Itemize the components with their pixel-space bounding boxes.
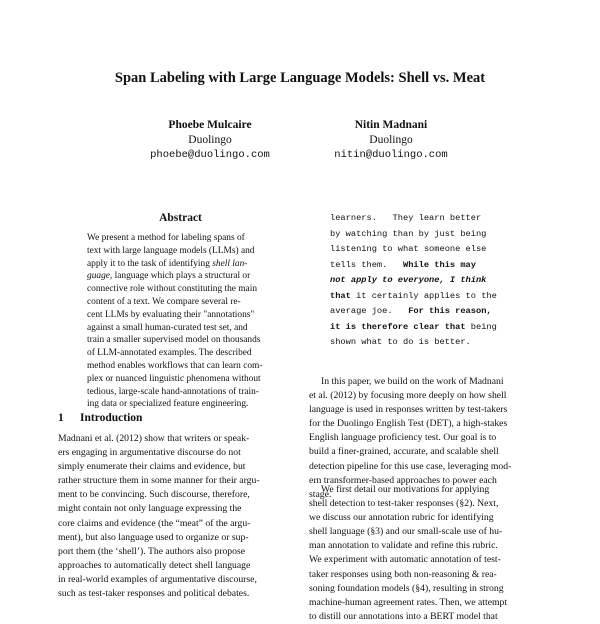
section-number: 1 xyxy=(58,412,64,424)
text-line: taker responses using both non-reasoning & rea- xyxy=(309,568,497,580)
shell-span: While this may xyxy=(403,259,476,270)
quote-line xyxy=(330,273,560,289)
section-heading-introduction xyxy=(58,412,142,424)
text-line: We experiment with automatic annotation of test- xyxy=(309,554,501,566)
section-title: Introduction xyxy=(80,412,143,424)
quote-line: that it certainly applies to the xyxy=(330,290,497,301)
author-name: Phoebe Mulcaire xyxy=(168,119,252,131)
author-affiliation: Duolingo xyxy=(369,134,413,146)
abstract-line: apply it to the task of identifying shell lan- xyxy=(87,258,248,269)
author-block-1 xyxy=(110,118,310,163)
abstract-line: tedious, large-scale hand-annotations of train- xyxy=(87,386,259,397)
shell-span: that xyxy=(330,290,351,301)
text-line: for the Duolingo English Test (DET), a high-stakes xyxy=(309,418,508,430)
abstract-line: cent LLMs by evaluating their "annotations" xyxy=(87,309,255,320)
abstract-emphasis: shell lan- xyxy=(212,258,248,269)
quote-line: average joe. For this reason, xyxy=(330,306,492,316)
abstract-line: plex or nuanced linguistic phenomena without xyxy=(87,373,261,384)
text-line: detection pipeline for this use case, leveraging mod- xyxy=(309,460,512,472)
shell-span: For this reason, xyxy=(408,306,492,316)
abstract-line: guage, language which plays a structural or xyxy=(87,271,251,282)
example-quote-block xyxy=(330,211,560,351)
quote-line: learners. They learn better xyxy=(330,213,482,223)
abstract-line: ing data or specialized feature engineering. xyxy=(87,399,249,410)
text-line: soning foundation models (§4), resulting in strong xyxy=(309,582,504,594)
text-line: Madnani et al. (2012) show that writers or speak- xyxy=(58,433,250,444)
text-line: approaches to automatically detect shell language xyxy=(58,559,251,571)
shell-span: not apply to everyone, I think xyxy=(330,275,487,285)
quote-line: it is therefore clear that being xyxy=(330,321,497,332)
text-line: core claims and evidence (the “meat” of the argu- xyxy=(58,517,251,529)
abstract-line: We present a method for labeling spans of xyxy=(87,233,245,243)
author-affiliation: Duolingo xyxy=(188,134,232,146)
abstract-line: method enables workflows that can learn com- xyxy=(87,360,263,371)
text-line: language is used in responses written by test-takers xyxy=(309,404,508,416)
text-line: English language proficiency test. Our goal is to xyxy=(309,432,497,444)
introduction-paragraph xyxy=(58,432,303,601)
text-line: ern transformer-based approaches to power each xyxy=(309,474,497,486)
abstract-line: against a small human-curated test set, and xyxy=(87,322,248,333)
text-line: to distill our annotations into a BERT model that xyxy=(309,610,498,622)
abstract-line: connective role without constituting the main xyxy=(87,284,258,295)
paragraph-2 xyxy=(309,483,554,624)
abstract-line: text with large language models (LLMs) and xyxy=(87,245,255,256)
abstract-emphasis: guage xyxy=(87,271,110,282)
quote-line: shown what to do is better. xyxy=(330,337,471,347)
text-line: rather structure them in some manner for their argu- xyxy=(58,475,260,487)
quote-line: by watching than by just being xyxy=(330,228,487,239)
text-line: might contain not only language expressing the xyxy=(58,503,242,515)
text-line: shell language (§3) and our small-scale use of hu- xyxy=(309,526,503,538)
text-line: we discuss our annotation rubric for identifying xyxy=(309,512,494,524)
text-line: In this paper, we build on the work of Madnani xyxy=(321,376,504,387)
abstract-line: of LLM-annotated examples. The described xyxy=(87,348,252,359)
text-line: build a finer-grained, accurate, and scalable shell xyxy=(309,446,499,458)
abstract-heading: Abstract xyxy=(159,212,202,224)
shell-span: it is therefore clear that xyxy=(330,321,466,332)
text-line: machine-human agreement rates. Then, we attempt xyxy=(309,596,508,608)
text-line: port them (the ‘shell’). The authors also propose xyxy=(58,545,246,557)
text-line: man annotation to validate and refine this rubric. xyxy=(309,540,498,552)
text-line: in real-world examples of argumentative discourse, xyxy=(58,573,257,585)
author-email: phoebe@duolingo.com xyxy=(150,149,270,161)
author-email: nitin@duolingo.com xyxy=(334,149,448,161)
author-name: Nitin Madnani xyxy=(354,119,428,131)
abstract-line: train a smaller supervised model on thousands xyxy=(87,335,261,346)
text-line: shell detection to test-taker responses (§2). Next, xyxy=(309,498,499,510)
quote-line: tells them. While this may xyxy=(330,259,476,270)
text-line: ment), but also language used to organize or sup- xyxy=(58,531,249,543)
text-line: ment to be convincing. Such discourse, therefore, xyxy=(58,489,250,501)
text-line: We first detail our motivations for applying xyxy=(321,484,490,495)
text-line: such as test-taker responses and political debates. xyxy=(58,588,250,600)
text-line: simply enumerate their claims and evidence, but xyxy=(58,461,246,473)
abstract-body xyxy=(87,232,277,411)
author-block-2 xyxy=(291,118,491,163)
quote-line: listening to what someone else xyxy=(330,244,487,254)
abstract-line: content of a text. We compare several re- xyxy=(87,296,241,307)
text-line: stage. xyxy=(309,488,332,500)
text-line: ers engaging in argumentative discourse do not xyxy=(58,447,241,459)
text-line: et al. (2012) by focusing more deeply on how shell xyxy=(309,390,507,402)
paper-title: Span Labeling with Large Language Models: Shell vs. Meat xyxy=(114,70,486,86)
